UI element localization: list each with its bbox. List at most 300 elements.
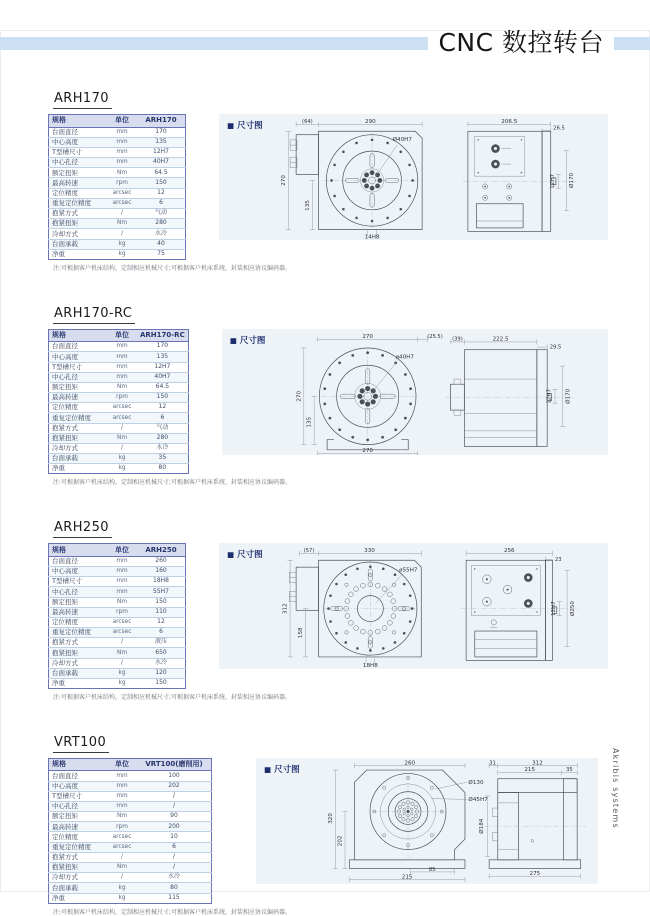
spec-unit: rpm (107, 607, 137, 617)
table-row (49, 168, 186, 178)
panel-label (264, 763, 300, 775)
header-accent-bar-right (614, 37, 650, 50)
dim-label: 222.5 (492, 336, 509, 343)
panel-label (230, 334, 266, 346)
dim-label: 31 (489, 760, 496, 767)
section-vrt100 (48, 731, 650, 916)
section-arh170 (48, 87, 650, 272)
spec-unit: mm (107, 577, 137, 587)
spec-label: 台面直径 (49, 556, 108, 566)
spec-unit: arcsec (107, 188, 137, 198)
dimension-panel (256, 758, 598, 884)
table-row (49, 822, 212, 832)
spec-unit: kg (107, 883, 137, 893)
panel-label (227, 548, 263, 560)
dim-label: 12H7 (546, 388, 553, 404)
spec-unit: kg (107, 678, 137, 688)
spec-value: / (137, 801, 212, 811)
spec-value: 6 (137, 628, 186, 638)
dim-label: 270 (362, 333, 373, 340)
table-row (49, 893, 212, 903)
dim-label: 135 (306, 416, 313, 428)
spec-unit: mm (107, 791, 137, 801)
spec-label: 台面直径 (49, 342, 108, 352)
spec-unit: arcsec (107, 413, 137, 423)
spec-value: 6 (137, 413, 188, 423)
spec-value: 280 (137, 433, 188, 443)
spec-label: 定位精度 (49, 403, 108, 413)
dim-label: 135 (305, 200, 312, 212)
section-title: ARH250 (53, 520, 112, 538)
table-row (49, 658, 186, 668)
spec-unit: mm (107, 771, 137, 781)
table-header-row (49, 544, 186, 556)
spec-unit: Nm (107, 648, 137, 658)
spec-value: 90 (137, 812, 212, 822)
dim-label: 290 (365, 119, 376, 126)
spec-value: 64.5 (137, 382, 188, 392)
dim-label: 270 (280, 175, 287, 187)
table-row (49, 587, 186, 597)
table-header-row (49, 759, 212, 771)
spec-label: 抱紧扭矩 (49, 648, 108, 658)
spec-value: 气动 (137, 423, 188, 433)
table-row (49, 219, 186, 229)
spec-value: 160 (137, 567, 186, 577)
table-row (49, 209, 186, 219)
dim-label: ø55H7 (399, 567, 418, 574)
table-row (49, 668, 186, 678)
spec-unit: / (107, 638, 137, 648)
spec-label: 中心孔径 (49, 801, 108, 811)
spec-label: 抱紧方式 (49, 209, 108, 219)
table-row (49, 372, 189, 382)
table-row (49, 239, 186, 249)
dim-label: 320 (328, 813, 335, 824)
col-model: ARH170 (137, 115, 186, 127)
spec-label: 最高转速 (49, 607, 108, 617)
cad-drawing-vrt100 (256, 758, 598, 884)
spec-value: 64.5 (137, 168, 186, 178)
panel-label-text: 尺寸图 (237, 550, 263, 561)
spec-unit: mm (107, 362, 137, 372)
spec-table-vrt100 (48, 758, 212, 904)
spec-unit: Nm (107, 382, 137, 392)
section-arh250 (48, 516, 650, 701)
spec-unit: Nm (107, 168, 137, 178)
dim-label: 12H7 (550, 174, 557, 190)
table-row (49, 413, 189, 423)
spec-unit: arcsec (107, 198, 137, 208)
spec-unit: arcsec (107, 617, 137, 627)
spec-label: 台面承载 (49, 239, 108, 249)
dim-label: 270 (296, 390, 303, 402)
spec-value: 12H7 (137, 147, 186, 157)
table-row (49, 382, 189, 392)
spec-label: T型槽尺寸 (49, 362, 108, 372)
front-view (281, 119, 422, 240)
spec-value: 40H7 (137, 158, 186, 168)
table-header-row (49, 329, 189, 341)
spec-value: 135 (137, 137, 186, 147)
spec-value: 35 (137, 454, 188, 464)
spec-value: 12H7 (137, 362, 188, 372)
dim-label: 312 (282, 603, 289, 615)
dim-label: (39) (451, 336, 463, 343)
spec-unit: mm (107, 147, 137, 157)
col-model: ARH250 (137, 544, 186, 556)
col-spec: 规格 (49, 544, 108, 556)
spec-unit: kg (107, 668, 137, 678)
table-row (49, 597, 186, 607)
spec-label: 净重 (49, 678, 108, 688)
dim-label: 85 (428, 866, 436, 873)
spec-unit: / (107, 852, 137, 862)
spec-table-arh250 (48, 543, 186, 689)
spec-label: 抱紧扭矩 (49, 863, 108, 873)
spec-unit: / (107, 873, 137, 883)
footnote: 注:可根据客户机床结构，定制相应机械尺寸;可根据客户机床系统，封装相应协议编码器。 (53, 479, 292, 487)
dim-label: 23 (555, 557, 562, 564)
spec-unit: mm (107, 342, 137, 352)
footnote: 注:可根据客户机床结构，定制相应机械尺寸;可根据客户机床系统，封装相应协议编码器。 (53, 908, 292, 916)
table-row (49, 147, 186, 157)
spec-label: 冷却方式 (49, 229, 108, 239)
spec-unit: Nm (107, 433, 137, 443)
panel-label-text: 尺寸图 (239, 335, 266, 346)
dim-label: 330 (364, 548, 375, 555)
col-spec: 规格 (49, 759, 108, 771)
spec-value: 75 (137, 249, 186, 259)
spec-label: 最高转速 (49, 393, 108, 403)
spec-value: 150 (137, 178, 186, 188)
dim-label: 26.5 (553, 125, 565, 132)
spec-unit: mm (107, 801, 137, 811)
square-bullet-icon: ■ (229, 335, 237, 345)
dim-label: 275 (529, 870, 541, 877)
spec-value: 6 (137, 198, 186, 208)
dim-label: ø40H7 (395, 354, 414, 361)
table-row (49, 433, 189, 443)
spec-unit: kg (107, 239, 137, 249)
spec-unit: Nm (107, 597, 137, 607)
spec-value: 202 (137, 781, 212, 791)
table-row (49, 198, 186, 208)
table-row (49, 607, 186, 617)
table-row (49, 801, 212, 811)
spec-label: 抱紧方式 (49, 423, 108, 433)
dim-label: (57) (303, 548, 315, 555)
spec-unit: kg (107, 893, 137, 903)
spec-unit: mm (107, 127, 137, 137)
dim-label: 202 (337, 835, 344, 847)
spec-value: / (137, 863, 212, 873)
table-row (49, 617, 186, 627)
table-row (49, 863, 212, 873)
col-unit: 单位 (107, 544, 137, 556)
spec-unit: / (107, 209, 137, 219)
dim-label: 256 (503, 548, 515, 555)
dim-label: 270 (362, 447, 373, 454)
dim-label: 14H8 (364, 234, 380, 241)
spec-value: 40 (137, 239, 186, 249)
spec-unit: mm (107, 556, 137, 566)
spec-unit: mm (107, 352, 137, 362)
spec-unit: / (107, 443, 137, 453)
spec-unit: / (107, 423, 137, 433)
spec-unit: mm (107, 567, 137, 577)
table-row (49, 648, 186, 658)
section-title: ARH170 (53, 91, 112, 109)
spec-value: 150 (137, 678, 186, 688)
table-row (49, 443, 189, 453)
spec-value: / (137, 852, 212, 862)
col-model: VRT100(磨削用) (137, 759, 212, 771)
table-row (49, 127, 186, 137)
spec-label: T型槽尺寸 (49, 577, 108, 587)
spec-label: 额定扭矩 (49, 812, 108, 822)
spec-value: 10 (137, 832, 212, 842)
page-header (0, 30, 650, 56)
table-row (49, 423, 189, 433)
spec-unit: / (107, 658, 137, 668)
dim-label: Ø170 (565, 388, 572, 404)
spec-label: 额定扭矩 (49, 597, 108, 607)
panel-label-text: 尺寸图 (237, 121, 263, 132)
dim-label: Ø130 (468, 779, 484, 786)
spec-unit: mm (107, 158, 137, 168)
dimension-panel (219, 543, 608, 669)
dim-label: 18H8 (362, 663, 378, 670)
spec-value: 气动 (137, 209, 186, 219)
spec-unit: mm (107, 137, 137, 147)
spec-value: 40H7 (137, 372, 188, 382)
spec-value: 170 (137, 342, 188, 352)
side-view (461, 548, 578, 660)
spec-label: 最高转速 (49, 822, 108, 832)
spec-value: 液压 (137, 638, 186, 648)
dim-label: 35 (566, 767, 573, 774)
spec-value: 水冷 (137, 229, 186, 239)
table-row (49, 842, 212, 852)
front-view (328, 761, 488, 883)
dim-label: 158 (298, 627, 305, 639)
spec-value: 170 (137, 127, 186, 137)
spec-label: 台面承载 (49, 454, 108, 464)
spec-value: 150 (137, 393, 188, 403)
table-row (49, 178, 186, 188)
spec-unit: rpm (107, 393, 137, 403)
spec-unit: arcsec (107, 403, 137, 413)
table-row (49, 781, 212, 791)
spec-label: 最高转速 (49, 178, 108, 188)
dim-label: Ø250 (570, 601, 577, 617)
spec-label: 额定扭矩 (49, 168, 108, 178)
cad-drawing-arh170-rc (222, 329, 608, 455)
table-row (49, 352, 189, 362)
table-row (49, 852, 212, 862)
spec-value: 135 (137, 352, 188, 362)
dim-label: 260 (404, 760, 416, 767)
spec-value: 200 (137, 822, 212, 832)
square-bullet-icon: ■ (227, 121, 235, 131)
spec-value: 80 (137, 464, 188, 474)
spec-value: 水冷 (137, 443, 188, 453)
spec-label: 抱紧扭矩 (49, 433, 108, 443)
spec-value: 110 (137, 607, 186, 617)
spec-unit: mm (107, 372, 137, 382)
spec-unit: arcsec (107, 842, 137, 852)
spec-label: 抱紧方式 (49, 638, 108, 648)
spec-label: 重复定位精度 (49, 413, 108, 423)
spec-value: 55H7 (137, 587, 186, 597)
spec-label: 冷却方式 (49, 658, 108, 668)
spec-label: 中心高度 (49, 781, 108, 791)
spec-label: 抱紧扭矩 (49, 219, 108, 229)
table-row (49, 791, 212, 801)
spec-value: 水冷 (137, 873, 212, 883)
panel-label (227, 119, 263, 131)
dim-label: 215 (524, 767, 536, 774)
brand-vertical-text: Akribis systems (611, 748, 620, 829)
spec-label: 台面承载 (49, 668, 108, 678)
spec-label: 中心孔径 (49, 587, 108, 597)
front-view (283, 548, 422, 669)
spec-value: 260 (137, 556, 186, 566)
dim-label: Ø45H7 (468, 797, 488, 804)
table-row (49, 638, 186, 648)
spec-label: 中心孔径 (49, 372, 108, 382)
spec-label: 净重 (49, 893, 108, 903)
spec-unit: arcsec (107, 832, 137, 842)
spec-unit: rpm (107, 822, 137, 832)
col-spec: 规格 (49, 329, 108, 341)
spec-label: 台面直径 (49, 771, 108, 781)
square-bullet-icon: ■ (227, 550, 235, 560)
spec-label: 重复定位精度 (49, 842, 108, 852)
spec-value: 18H8 (137, 577, 186, 587)
spec-value: 100 (137, 771, 212, 781)
dim-label: (25.5) (426, 333, 443, 340)
spec-value: / (137, 791, 212, 801)
spec-value: 120 (137, 668, 186, 678)
spec-label: 净重 (49, 249, 108, 259)
dim-label: (64) (302, 119, 313, 126)
table-row (49, 137, 186, 147)
table-row (49, 771, 212, 781)
table-row (49, 567, 186, 577)
table-row (49, 883, 212, 893)
dim-label: 12H7 (551, 601, 558, 617)
side-view (478, 761, 586, 879)
table-row (49, 556, 186, 566)
dim-label: 206.5 (501, 119, 518, 126)
spec-label: 重复定位精度 (49, 628, 108, 638)
spec-table-arh170-rc (48, 329, 189, 475)
spec-label: 台面承载 (49, 883, 108, 893)
table-row (49, 393, 189, 403)
spec-label: 中心孔径 (49, 158, 108, 168)
spec-unit: kg (107, 454, 137, 464)
square-bullet-icon: ■ (264, 765, 272, 775)
table-row (49, 362, 189, 372)
spec-label: 定位精度 (49, 832, 108, 842)
spec-label: 定位精度 (49, 188, 108, 198)
table-row (49, 454, 189, 464)
table-row (49, 832, 212, 842)
table-row (49, 229, 186, 239)
table-row (49, 678, 186, 688)
section-title: VRT100 (53, 735, 109, 753)
cad-drawing-arh170 (219, 114, 608, 240)
spec-value: 150 (137, 597, 186, 607)
front-view (296, 334, 442, 455)
dim-label: 215 (401, 874, 413, 881)
header-accent-bar (0, 37, 428, 50)
col-unit: 单位 (107, 759, 137, 771)
spec-unit: kg (107, 464, 137, 474)
col-unit: 单位 (107, 115, 137, 127)
spec-label: T型槽尺寸 (49, 147, 108, 157)
spec-table-arh170 (48, 114, 186, 260)
col-unit: 单位 (107, 329, 137, 341)
dim-label: Ø184 (479, 818, 486, 834)
table-row (49, 342, 189, 352)
dim-label: 312 (532, 760, 543, 767)
spec-label: 净重 (49, 464, 108, 474)
table-row (49, 628, 186, 638)
section-title: ARH170-RC (53, 306, 135, 324)
sections-container (0, 87, 650, 915)
spec-value: 80 (137, 883, 212, 893)
spec-value: 12 (137, 617, 186, 627)
table-row (49, 873, 212, 883)
spec-label: 冷却方式 (49, 873, 108, 883)
dim-label: 29.5 (549, 344, 561, 351)
spec-unit: rpm (107, 178, 137, 188)
spec-unit: kg (107, 249, 137, 259)
spec-label: 中心高度 (49, 137, 108, 147)
spec-label: T型槽尺寸 (49, 791, 108, 801)
spec-label: 中心高度 (49, 352, 108, 362)
table-row (49, 188, 186, 198)
side-view (445, 336, 574, 446)
spec-value: 115 (137, 893, 212, 903)
col-spec: 规格 (49, 115, 108, 127)
spec-value: 650 (137, 648, 186, 658)
table-row (49, 812, 212, 822)
cad-drawing-arh250 (219, 543, 608, 669)
spec-unit: mm (107, 587, 137, 597)
spec-unit: Nm (107, 812, 137, 822)
spec-unit: mm (107, 781, 137, 791)
col-model: ARH170-RC (137, 329, 188, 341)
table-header-row (49, 115, 186, 127)
spec-label: 定位精度 (49, 617, 108, 627)
table-row (49, 577, 186, 587)
section-arh170-rc (48, 302, 650, 487)
spec-unit: Nm (107, 219, 137, 229)
spec-value: 12 (137, 403, 188, 413)
datasheet-page (0, 28, 650, 916)
spec-value: 12 (137, 188, 186, 198)
footnote: 注:可根据客户机床结构，定制相应机械尺寸;可根据客户机床系统，封装相应协议编码器。 (53, 264, 292, 272)
spec-unit: Nm (107, 863, 137, 873)
table-row (49, 158, 186, 168)
spec-value: 280 (137, 219, 186, 229)
dim-label: Ø40H7 (392, 137, 412, 144)
table-row (49, 249, 186, 259)
